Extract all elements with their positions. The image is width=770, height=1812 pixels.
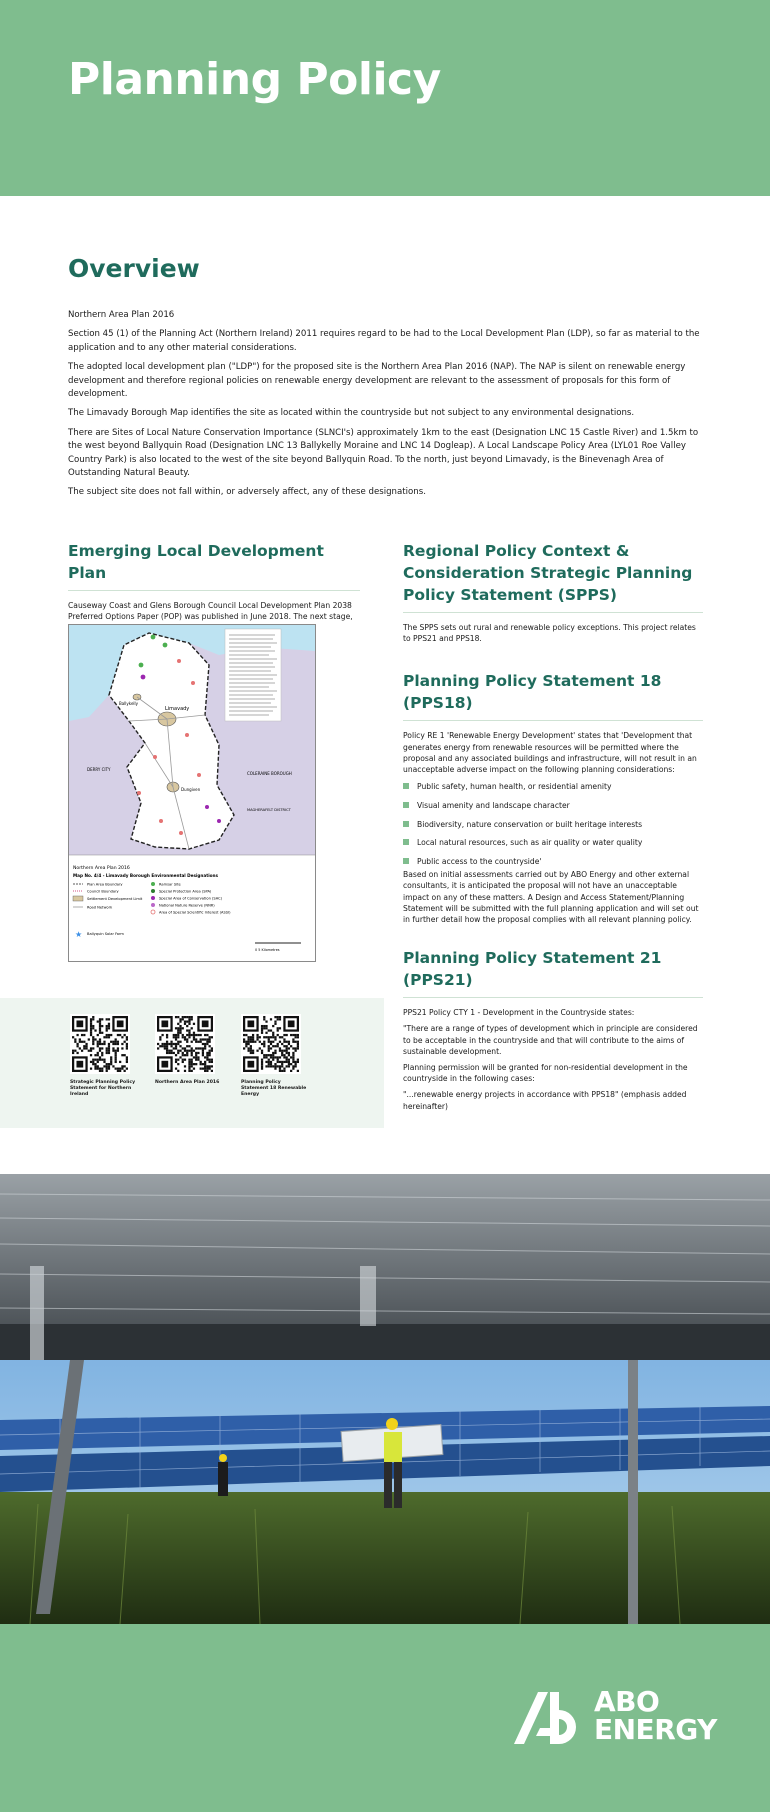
map-subtitle: Map No. 4/4 - Limavady Borough Environmental Designations bbox=[73, 873, 219, 878]
solar-farm-illustration bbox=[0, 1174, 770, 1624]
pps21-paragraph: Planning permission will be granted for non-residential development in the countryside in the following cases: bbox=[403, 1063, 688, 1084]
support-post-right bbox=[628, 1360, 638, 1624]
site-label: Ballyquin Solar Farm bbox=[87, 932, 124, 936]
pps21-title: Planning Policy Statement 21 (PPS21) bbox=[403, 949, 662, 990]
qr-code-graphic bbox=[72, 1016, 128, 1072]
bullet-square-icon bbox=[403, 839, 409, 845]
list-item-text: Visual amenity and landscape character bbox=[417, 800, 570, 810]
pps18-title: Planning Policy Statement 18 (PPS18) bbox=[403, 672, 662, 713]
list-item bbox=[403, 781, 703, 792]
qr-label: Northern Area Plan 2016 bbox=[155, 1080, 220, 1085]
section-divider bbox=[403, 997, 703, 998]
legend-item: Special Area of Conservation (SAC) bbox=[159, 896, 223, 901]
list-item-text: Public safety, human health, or residential amenity bbox=[417, 782, 612, 792]
site-star-icon: ★ bbox=[75, 930, 83, 939]
legend-item: Plan Area Boundary bbox=[87, 882, 123, 887]
page-title: Planning Policy bbox=[68, 54, 441, 105]
footer-banner bbox=[0, 1624, 770, 1812]
abo-energy-logo bbox=[510, 1686, 725, 1750]
pps18-intro: Policy RE 1 'Renewable Energy Development' states that 'Development that generates energy from renewable resources will be permitted where the proposal and any associated buildings and infrastructure, will not result in an unacceptable adverse impact on the following planning considerations: bbox=[403, 731, 697, 775]
legend-item: Road Network bbox=[87, 905, 113, 910]
overview-paragraph: The Limavady Borough Map identifies the site as located within the countryside but not subject to any environmental designations. bbox=[68, 408, 635, 419]
legend-item: Area of Special Scientific Interest (ASSI) bbox=[159, 910, 231, 915]
logo-wordmark-line2: ENERGY bbox=[594, 1713, 717, 1746]
regional-policy-paragraph: The SPPS sets out rural and renewable policy exceptions. This project relates to PPS21 and PPS18. bbox=[403, 623, 696, 644]
pps18-outro: Based on initial assessments carried out by ABO Energy and other external consultants, it is anticipated the proposal will not have an unacceptable impact on any of these matters. A Design and Access Statement/Planning Statement will be submitted with the full planning application and will set out in further detail how the proposal complies with all relevant planning policy. bbox=[403, 870, 699, 925]
legend-item: Ramsar Site bbox=[159, 882, 181, 887]
list-item-text: Biodiversity, nature conservation or built heritage interests bbox=[417, 819, 643, 829]
map-label-limavady: Limavady bbox=[165, 706, 190, 712]
overview-section bbox=[68, 254, 704, 506]
legend-item: Special Protection Area (SPA) bbox=[159, 889, 212, 894]
pps21-paragraph: "There are a range of types of development which in principle are considered to be acceptable in the countryside and that will contribute to the aims of sustainable development. bbox=[403, 1024, 698, 1056]
map-title: Northern Area Plan 2016 bbox=[73, 866, 130, 871]
emerging-ldp-paragraph: Causeway Coast and Glens Borough Council Local Development Plan 2038 Preferred Options Paper (POP) was published in June 2018. The next stage, bbox=[68, 601, 353, 622]
section-divider bbox=[403, 720, 703, 721]
pps21-paragraph: PPS21 Policy CTY 1 - Development in the Countryside states: bbox=[403, 1008, 635, 1018]
overview-paragraph: The adopted local development plan ("LDP") for the proposed site is the Northern Area Plan 2016 (NAP). The NAP is silent on renewable energy development and therefore regional policies on renewable energy development are relevant to the assessment of proposals for this form of development. bbox=[68, 362, 686, 400]
emerging-ldp-title: Emerging Local Development Plan bbox=[68, 542, 324, 582]
overview-title: Overview bbox=[68, 254, 200, 283]
map-label-magherafelt: MAGHERAFELT DISTRICT bbox=[247, 808, 291, 812]
qr-label: Strategic Planning Policy Statement for Northern Ireland bbox=[70, 1080, 136, 1098]
map-index-list bbox=[225, 629, 281, 721]
qr-code-pps18[interactable] bbox=[241, 1014, 301, 1074]
map-legend-left bbox=[73, 883, 143, 910]
limavady-borough-map bbox=[68, 624, 316, 962]
list-item bbox=[403, 856, 703, 867]
policy-column bbox=[403, 540, 703, 1117]
overview-paragraph: The subject site does not fall within, or adversely affect, any of these designations. bbox=[68, 487, 426, 498]
map-label-dungiven: Dungiven bbox=[181, 787, 201, 792]
legend-item: National Nature Reserve (NNR) bbox=[159, 903, 215, 908]
regional-policy-title: Regional Policy Context & Consideration Strategic Planning Policy Statement (SPPS) bbox=[403, 542, 693, 604]
list-item bbox=[403, 800, 703, 811]
qr-code-band bbox=[0, 998, 384, 1128]
header-banner bbox=[0, 0, 770, 196]
legend-item: Settlement Development Limit bbox=[87, 897, 143, 901]
qr-label: Planning Policy Statement 18 Renewable Energy bbox=[241, 1080, 307, 1098]
qr-code-spps[interactable] bbox=[70, 1014, 130, 1074]
list-item bbox=[403, 837, 703, 848]
bullet-square-icon bbox=[403, 783, 409, 789]
solar-farm-photo bbox=[0, 1174, 770, 1624]
section-divider bbox=[403, 612, 703, 613]
overview-paragraph: Section 45 (1) of the Planning Act (Northern Ireland) 2011 requires regard to be had to the Local Development Plan (LDP), so far as material to the application and to any other material considerations. bbox=[68, 329, 700, 353]
map-label-coleraine: COLERAINE BOROUGH bbox=[247, 771, 292, 776]
qr-code-nap[interactable] bbox=[155, 1014, 215, 1074]
list-item bbox=[403, 819, 703, 830]
map-graphic bbox=[69, 625, 315, 961]
qr-code-graphic bbox=[243, 1016, 299, 1072]
section-divider bbox=[68, 590, 360, 591]
list-item-text: Public access to the countryside' bbox=[417, 857, 542, 867]
list-item-text: Local natural resources, such as air quality or water quality bbox=[417, 838, 643, 848]
logo-wordmark-line1: ABO bbox=[594, 1685, 660, 1718]
scale-label: 0 5 Kilometres bbox=[255, 948, 280, 952]
map-label-derry: DERRY CITY bbox=[87, 767, 111, 772]
map-label-ballykelly: Ballykelly bbox=[119, 701, 139, 706]
pps18-considerations-list bbox=[403, 781, 703, 867]
overview-subheading: Northern Area Plan 2016 bbox=[68, 310, 175, 320]
abo-logo-mark-icon bbox=[510, 1688, 584, 1748]
bullet-square-icon bbox=[403, 802, 409, 808]
pps21-paragraph: "...renewable energy projects in accordance with PPS18" (emphasis added hereinafter) bbox=[403, 1090, 687, 1111]
bullet-square-icon bbox=[403, 858, 409, 864]
qr-code-graphic bbox=[157, 1016, 213, 1072]
legend-item: Council Boundary bbox=[87, 889, 119, 894]
map-legend-right bbox=[151, 882, 231, 915]
bullet-square-icon bbox=[403, 821, 409, 827]
overview-paragraph: There are Sites of Local Nature Conservation Importance (SLNCI's) approximately 1km to the east (Designation LNC 15 Castle River) and 1.5km to the west beyond Ballyquin Road (Designation LNC 13 Ballykelly Moraine and LNC 14 Dogleap). A Local Landscape Policy Area (LYL01 Roe Valley Country Park) is also located to the west of the site beyond Ballyquin Road. To the north, just beyond Limavady, is the Binevenagh Area of Outstanding Natural Beauty. bbox=[68, 427, 699, 479]
